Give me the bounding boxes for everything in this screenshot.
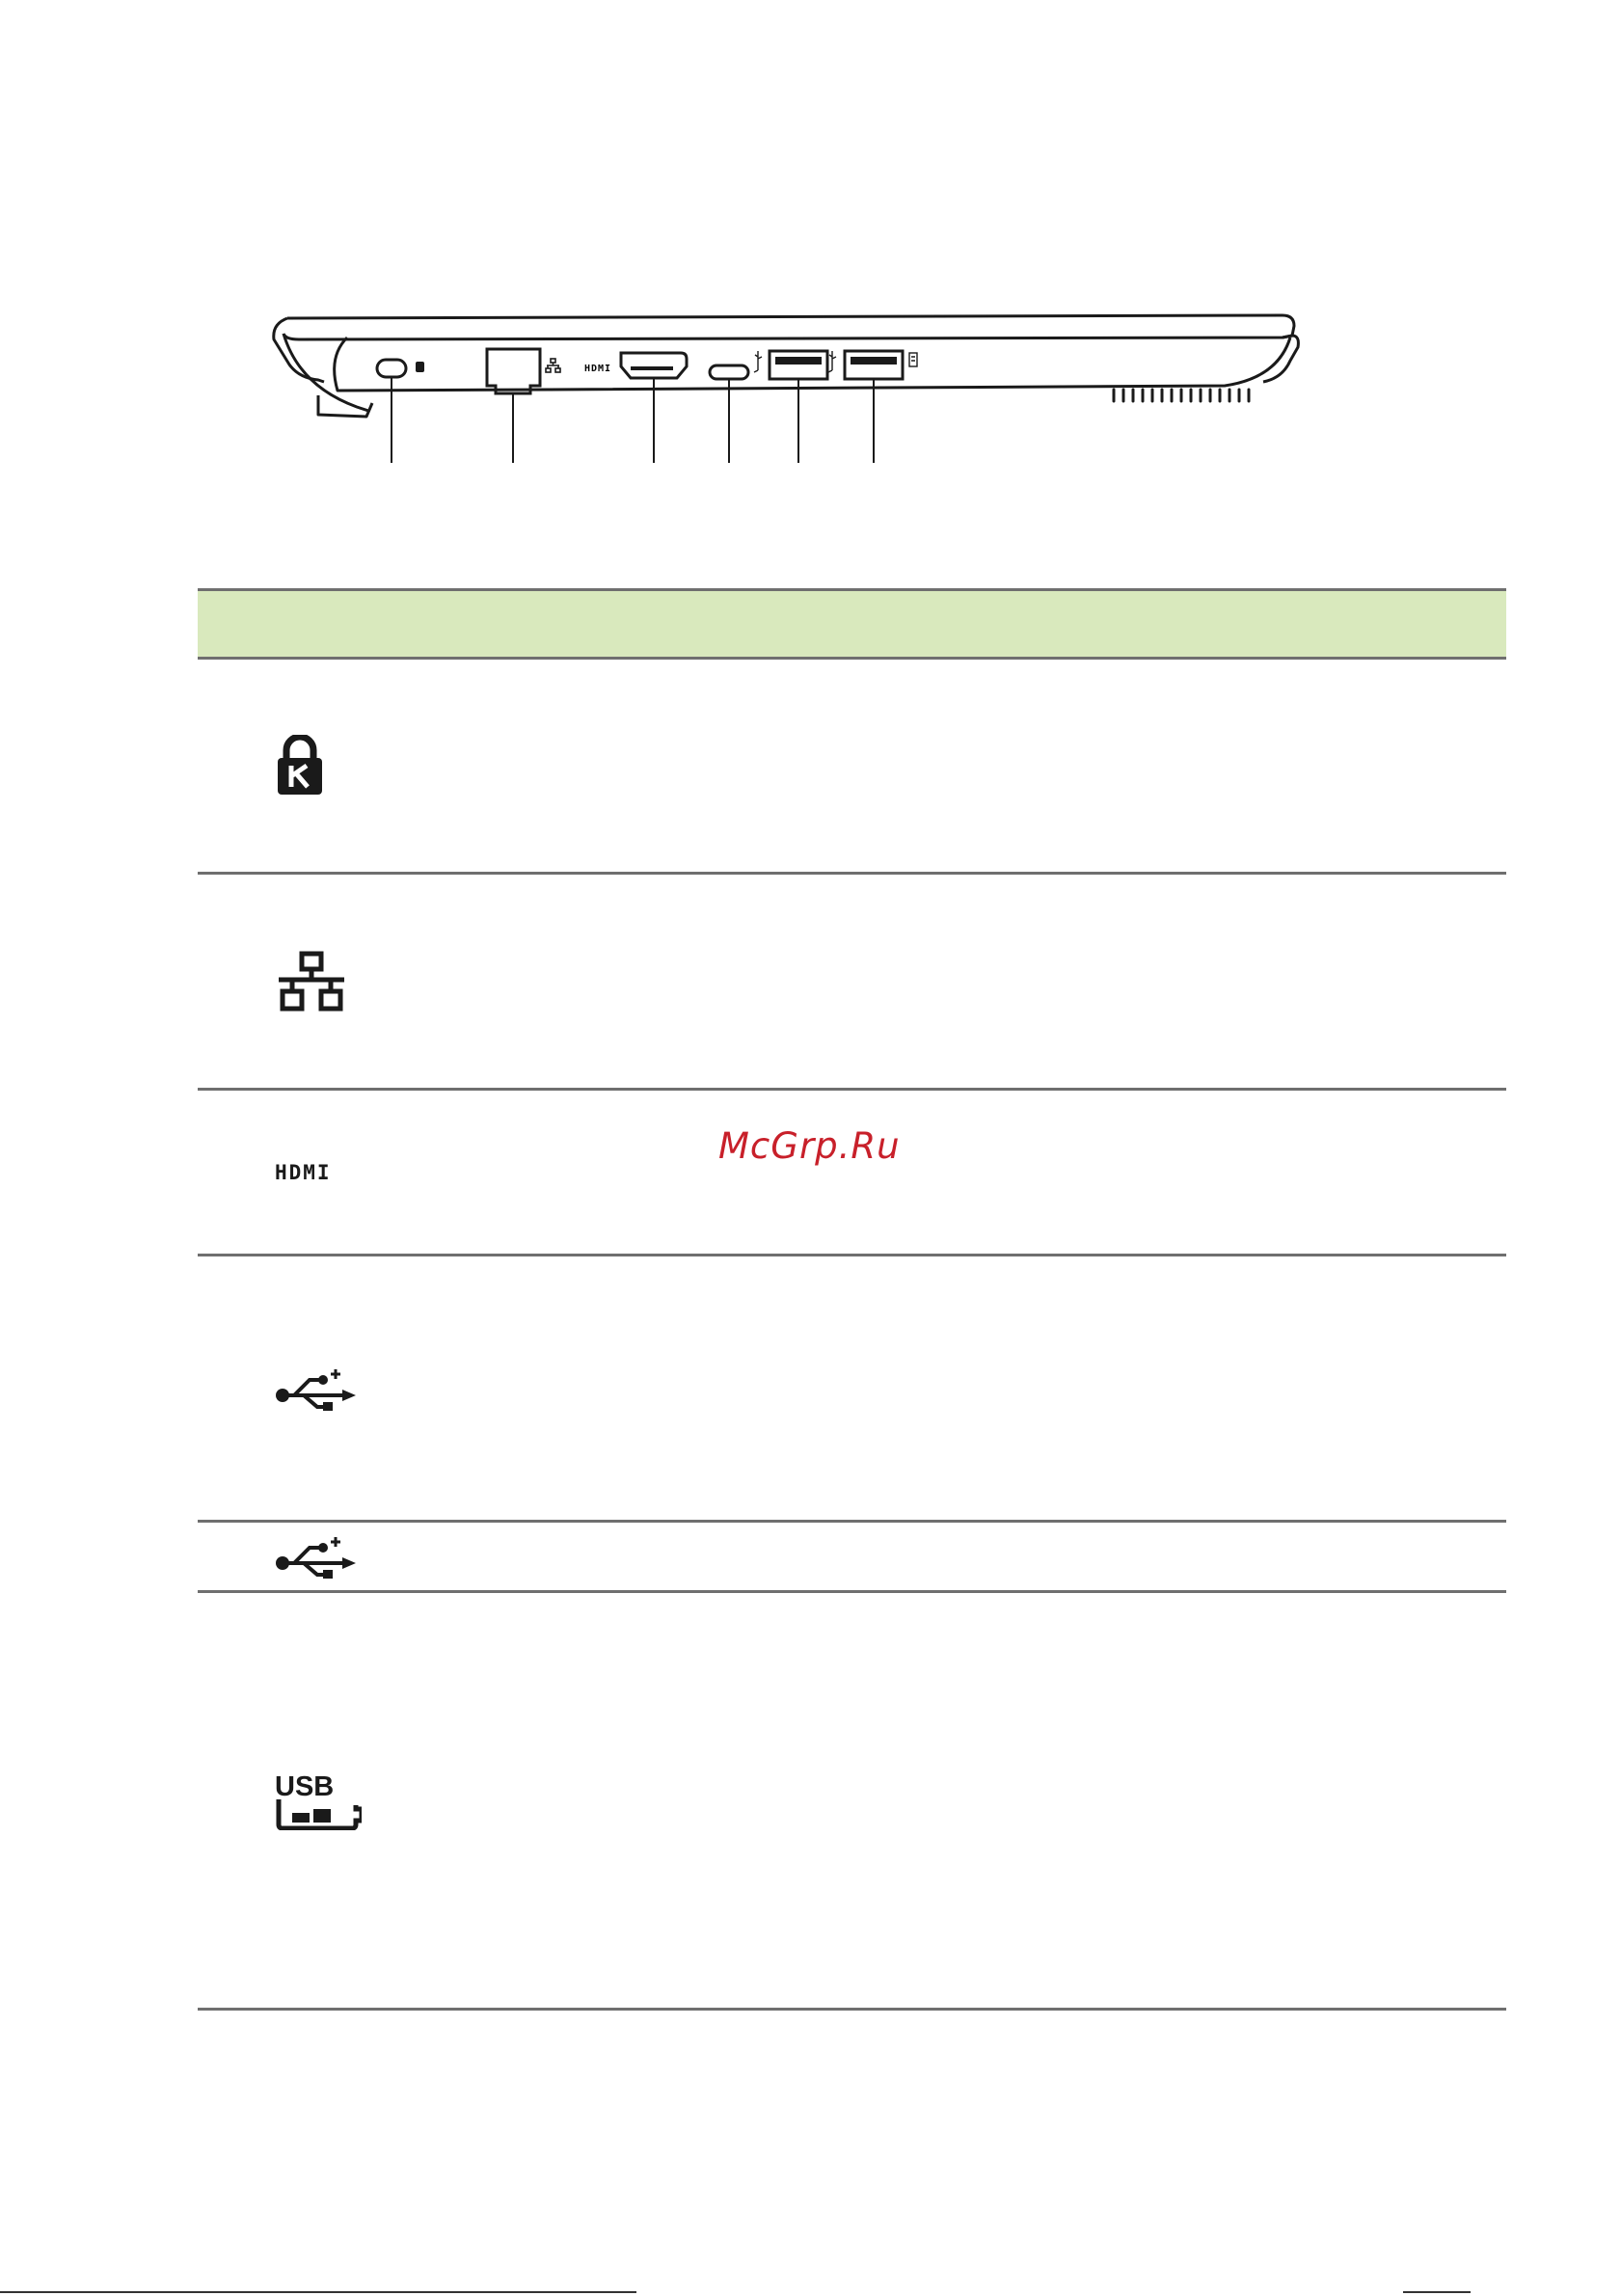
usb-port-icon-2 [828, 351, 836, 372]
hdmi-icon [275, 1162, 354, 1183]
usb-charging-port-icon [909, 353, 917, 366]
usb-icon [275, 1366, 356, 1411]
table-row-usb-2 [198, 1523, 1506, 1593]
usb-icon [275, 1534, 356, 1579]
table-header-row [198, 588, 1506, 660]
hdmi-port [621, 353, 687, 378]
usb-c-port [710, 365, 748, 379]
hdmi-port-label: HDMI [584, 364, 612, 374]
usb-charging-icon [275, 1770, 362, 1830]
kensington-slot [377, 360, 406, 377]
watermark: McGrp.Ru [718, 1125, 901, 1167]
hdmi-logo-text: HDMI [275, 1161, 332, 1183]
table-row-kensington [198, 660, 1506, 875]
usb-port-icon-1 [754, 351, 762, 372]
laptop-left-side-diagram [260, 289, 1340, 482]
footer-rule-right [1403, 2291, 1471, 2293]
usb-logo-text: USB [275, 1771, 335, 1802]
table-row-ethernet [198, 875, 1506, 1091]
ethernet-icon [275, 951, 348, 1013]
kensington-lock-icon [275, 735, 325, 797]
vent-grille [1114, 390, 1249, 401]
ethernet-port [487, 349, 540, 393]
table-row-usb-1 [198, 1256, 1506, 1523]
usb-a-port-1 [770, 351, 827, 379]
table-row-hdmi [198, 1091, 1506, 1256]
ports-table [198, 588, 1506, 2011]
ethernet-port-icon [546, 359, 560, 372]
table-row-usb-charging [198, 1593, 1506, 2011]
footer-rule-left [0, 2291, 636, 2293]
usb-a-port-2 [845, 351, 903, 379]
